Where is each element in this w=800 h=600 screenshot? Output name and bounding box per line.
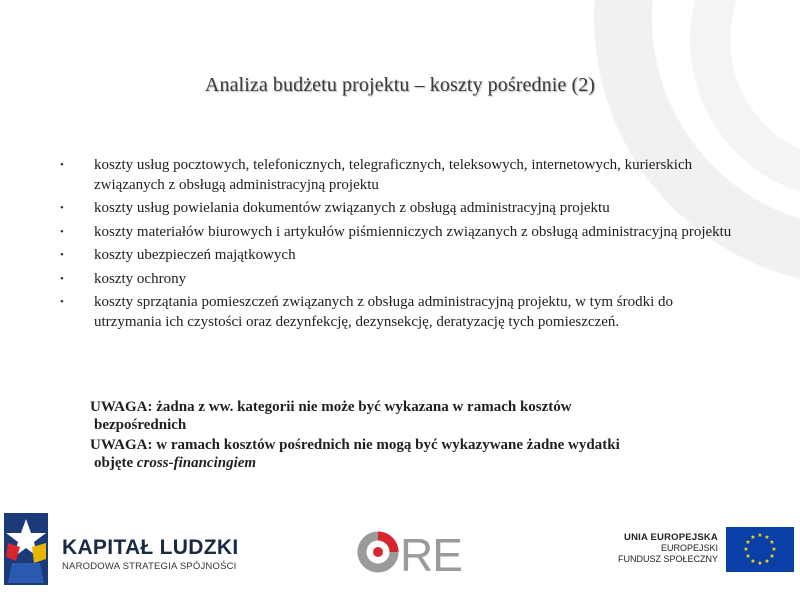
- bullet-icon: •: [60, 225, 64, 238]
- bullet-icon: •: [60, 202, 64, 214]
- list-item: • koszty ubezpieczeń majątkowych: [60, 246, 740, 266]
- bullet-icon: •: [60, 272, 64, 285]
- svg-text:★: ★: [771, 546, 777, 553]
- svg-text:★: ★: [743, 546, 749, 553]
- bullet-icon: •: [60, 296, 64, 308]
- bullet-list: [60, 156, 740, 336]
- svg-text:★: ★: [750, 534, 756, 541]
- eu-logo-text: UNIA EUROPEJSKA EUROPEJSKI FUNDUSZ SPOŁECZNY: [617, 532, 718, 564]
- list-item: • koszty sprzątania pomieszczeń związanych z obsługa administracyjną projektu, w tym środki do utrzymania ich czystości oraz dezynfekcję, dezynsekcję, deratyzację tych pomieszczeń.: [60, 294, 673, 330]
- bullet-icon: •: [60, 249, 64, 261]
- svg-text:★: ★: [764, 534, 770, 541]
- list-item: • koszty usług pocztowych, telefonicznych, telegraficznych, teleksowych, internetowych, kurierskich związanych z obsługą administracyjną projektu: [60, 157, 693, 193]
- ore-logo-icon: [356, 530, 404, 578]
- svg-text:★: ★: [769, 553, 775, 560]
- warning-note-2: UWAGA: w ramach kosztów pośrednich nie mogą być wykazywane żadne wydatki objęte cross-financingiem: [90, 437, 620, 471]
- eu-flag-icon: [726, 527, 794, 572]
- svg-text:★: ★: [750, 558, 756, 565]
- svg-text:★: ★: [745, 553, 751, 560]
- kapital-ludzki-star-icon: [4, 513, 48, 585]
- kapital-ludzki-logo: KAPITAŁ LUDZKI NARODOWA STRATEGIA SPÓJNOŚCI: [62, 536, 239, 572]
- list-item: • koszty materiałów biurowych i artykułów piśmienniczych związanych z obsługą administracyjną projektu: [60, 223, 740, 243]
- svg-text:★: ★: [757, 560, 763, 567]
- slide-title: Analiza budżetu projektu – koszty pośrednie (2): [204, 74, 596, 96]
- svg-text:★: ★: [764, 558, 770, 565]
- cross-financing-term: cross-financingiem: [136, 455, 257, 471]
- warning-note-1: UWAGA: żadna z ww. kategorii nie może być wykazana w ramach kosztów bezpośrednich: [90, 399, 572, 433]
- svg-text:★: ★: [745, 539, 751, 546]
- ore-logo-text: RE: [400, 529, 462, 581]
- bullet-icon: •: [60, 159, 64, 171]
- list-item: • koszty ochrony: [60, 270, 740, 290]
- svg-text:★: ★: [769, 539, 775, 546]
- svg-text:★: ★: [757, 532, 763, 539]
- list-item: • koszty usług powielania dokumentów związanych z obsługą administracyjną projektu: [60, 199, 740, 219]
